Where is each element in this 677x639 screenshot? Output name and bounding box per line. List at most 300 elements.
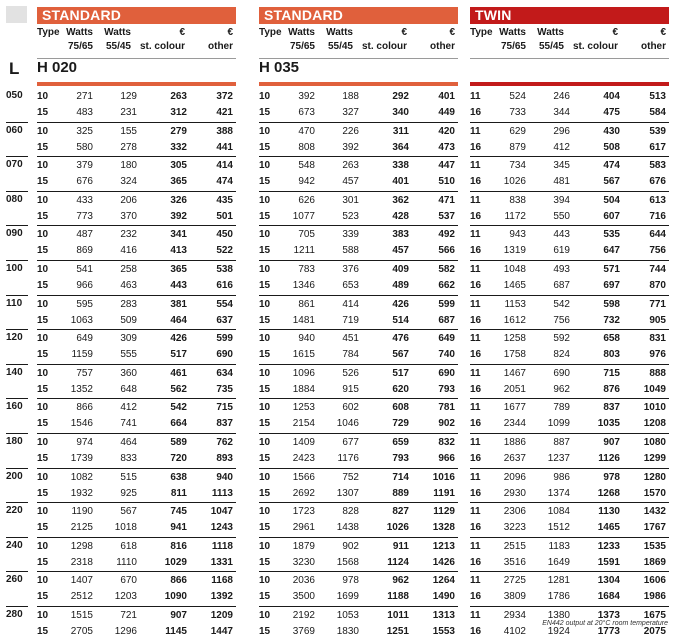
table-cell: 647 <box>603 245 620 257</box>
table-cell: 1130 <box>598 506 620 518</box>
group-divider <box>470 433 669 434</box>
table-cell: 1313 <box>432 610 455 621</box>
table-cell: 401 <box>438 91 455 102</box>
table-cell: 443 <box>170 279 187 291</box>
table-cell: 365 <box>170 176 187 188</box>
group-divider <box>37 398 236 399</box>
table-cell: 10 <box>259 471 271 483</box>
table-cell: 489 <box>392 279 409 291</box>
table-cell: 416 <box>120 245 137 257</box>
table-cell: 1426 <box>432 556 455 568</box>
table-cell: 1213 <box>432 540 455 552</box>
table-cell: 1465 <box>503 279 526 291</box>
table-cell: 463 <box>120 279 137 291</box>
table-cell: 11 <box>470 298 481 310</box>
table-cell: 584 <box>649 106 666 118</box>
group-divider <box>470 398 669 399</box>
table-cell: 571 <box>603 264 620 275</box>
table-cell: 16 <box>470 176 482 188</box>
table-cell: 705 <box>298 229 315 241</box>
row-length-label: 280 <box>6 609 23 620</box>
table-cell: 1677 <box>503 402 526 414</box>
col-watts-75-65-label: Watts <box>66 27 93 38</box>
group-divider <box>259 191 458 192</box>
row-length-label: 090 <box>6 228 23 240</box>
header-rule-3 <box>470 58 669 59</box>
table-cell: 10 <box>37 194 49 206</box>
table-cell: 966 <box>438 452 455 464</box>
table-cell: 1211 <box>293 245 315 257</box>
table-cell: 866 <box>76 402 93 414</box>
table-cell: 305 <box>170 160 187 172</box>
table-cell: 808 <box>298 141 315 153</box>
table-cell: 474 <box>216 176 233 188</box>
table-cell: 16 <box>470 487 482 499</box>
row-label-divider <box>6 225 28 226</box>
table-cell: 2096 <box>503 471 526 483</box>
col-watts-55-45-sublabel: 55/45 <box>105 41 131 52</box>
table-cell: 1932 <box>70 487 93 499</box>
table-cell: 1077 <box>292 210 315 222</box>
column-headers-2 <box>259 26 458 58</box>
table-cell: 263 <box>170 91 187 102</box>
table-cell: 1298 <box>70 540 93 552</box>
table-cell: 1203 <box>114 591 137 603</box>
col-watts-55-45-label: Watts <box>537 27 564 38</box>
table-cell: 1515 <box>70 610 93 621</box>
table-cell: 11 <box>470 160 481 172</box>
table-cell: 16 <box>470 279 482 291</box>
table-cell: 673 <box>298 106 315 118</box>
table-cell: 15 <box>37 522 49 534</box>
table-cell: 16 <box>470 349 482 361</box>
table-cell: 2961 <box>292 522 315 534</box>
table-cell: 832 <box>438 437 455 448</box>
group-divider <box>259 606 458 607</box>
table-cell: 733 <box>509 106 526 118</box>
table-cell: 541 <box>76 264 93 275</box>
table-cell: 602 <box>342 402 359 414</box>
table-cell: 16 <box>470 245 482 257</box>
table-cell: 312 <box>170 106 187 118</box>
table-cell: 483 <box>76 106 93 118</box>
table-cell: 1407 <box>70 575 93 587</box>
table-cell: 907 <box>603 437 620 448</box>
table-cell: 716 <box>649 210 666 222</box>
table-cell: 687 <box>553 279 570 291</box>
table-cell: 1016 <box>432 471 455 483</box>
table-cell: 1886 <box>503 437 526 448</box>
group-divider <box>470 537 669 538</box>
table-cell: 548 <box>298 160 315 172</box>
table-cell: 2036 <box>292 575 315 587</box>
column-headers-3 <box>470 26 669 58</box>
table-cell: 365 <box>170 264 187 275</box>
table-cell: 1606 <box>643 575 666 587</box>
table-cell: 1183 <box>548 540 570 552</box>
col-watts-75-65-sublabel: 75/65 <box>500 41 526 52</box>
table-cell: 583 <box>649 160 666 172</box>
table-cell: 15 <box>259 556 271 568</box>
table-cell: 10 <box>37 471 49 483</box>
table-cell: 10 <box>37 333 49 345</box>
table-cell: 1481 <box>292 314 315 326</box>
table-cell: 1438 <box>336 522 359 534</box>
table-cell: 861 <box>298 298 315 310</box>
table-cell: 664 <box>170 418 187 430</box>
table-cell: 15 <box>37 487 49 499</box>
table-cell: 1113 <box>211 487 233 499</box>
col-type-label: Type <box>37 27 60 38</box>
table-cell: 542 <box>553 298 570 310</box>
table-cell: 905 <box>649 314 666 326</box>
table-cell: 10 <box>37 540 49 552</box>
table-cell: 771 <box>649 298 666 310</box>
table-cell: 756 <box>649 245 666 257</box>
table-cell: 740 <box>438 349 455 361</box>
table-cell: 481 <box>553 176 570 188</box>
table-cell: 10 <box>259 264 271 275</box>
table-cell: 617 <box>649 141 666 153</box>
table-cell: 16 <box>470 418 482 430</box>
table-cell: 508 <box>603 141 620 153</box>
table-cell: 978 <box>603 471 620 483</box>
table-cell: 1153 <box>504 298 526 310</box>
table-cell: 2051 <box>503 383 526 395</box>
group-divider <box>259 295 458 296</box>
table-cell: 15 <box>259 106 271 118</box>
table-cell: 1237 <box>547 452 570 464</box>
table-cell: 974 <box>76 437 93 448</box>
table-cell: 10 <box>259 540 271 552</box>
row-label-divider <box>6 295 28 296</box>
table-cell: 1553 <box>432 625 455 637</box>
table-cell: 550 <box>553 210 570 222</box>
table-cell: 2075 <box>643 625 666 637</box>
table-cell: 1264 <box>432 575 455 587</box>
table-cell: 443 <box>553 229 570 241</box>
table-cell: 278 <box>120 141 137 153</box>
table-cell: 226 <box>342 125 359 137</box>
table-cell: 457 <box>342 176 359 188</box>
table-cell: 409 <box>392 264 409 275</box>
table-cell: 757 <box>76 367 93 379</box>
table-cell: 1090 <box>164 591 187 603</box>
table-cell: 15 <box>37 556 49 568</box>
table-cell: 155 <box>120 125 137 137</box>
group-divider <box>37 191 236 192</box>
table-cell: 1299 <box>643 452 666 464</box>
table-cell: 827 <box>392 506 409 518</box>
group-divider <box>37 122 236 123</box>
table-cell: 1046 <box>336 418 359 430</box>
table-cell: 1168 <box>211 575 233 587</box>
table-cell: 1011 <box>387 610 409 621</box>
table-cell: 15 <box>259 418 271 430</box>
table-cell: 376 <box>342 264 359 275</box>
table-cell: 1773 <box>597 625 620 637</box>
table-cell: 524 <box>509 91 526 102</box>
table-cell: 1096 <box>292 367 315 379</box>
group-divider <box>259 571 458 572</box>
group-divider <box>259 225 458 226</box>
table-cell: 15 <box>37 349 49 361</box>
table-cell: 1209 <box>210 610 233 621</box>
table-cell: 10 <box>259 506 271 518</box>
table-cell: 509 <box>120 314 137 326</box>
table-cell: 1830 <box>336 625 359 637</box>
table-cell: 745 <box>170 506 187 518</box>
table-cell: 11 <box>470 91 481 102</box>
table-cell: 231 <box>120 106 137 118</box>
table-cell: 1566 <box>292 471 315 483</box>
row-label-divider <box>6 433 28 434</box>
group-divider <box>470 122 669 123</box>
table-cell: 1432 <box>643 506 666 518</box>
col-price-other-sublabel: other <box>208 41 233 52</box>
table-cell: 976 <box>649 349 666 361</box>
table-cell: 2512 <box>70 591 93 603</box>
table-cell: 837 <box>216 418 233 430</box>
table-cell: 1767 <box>643 522 666 534</box>
table-cell: 720 <box>170 452 187 464</box>
table-cell: 902 <box>438 418 455 430</box>
table-cell: 943 <box>509 229 526 241</box>
col-watts-55-45-label: Watts <box>104 27 131 38</box>
group-divider <box>37 295 236 296</box>
group-divider <box>37 571 236 572</box>
row-label-divider <box>6 606 28 607</box>
table-cell: 10 <box>37 437 49 448</box>
table-cell: 1346 <box>292 279 315 291</box>
table-cell: 492 <box>438 229 455 241</box>
table-cell: 339 <box>342 229 359 241</box>
table-cell: 514 <box>392 314 409 326</box>
table-cell: 11 <box>470 540 481 552</box>
table-cell: 915 <box>342 383 359 395</box>
table-cell: 381 <box>170 298 187 310</box>
table-cell: 345 <box>553 160 570 172</box>
col-price-other-label: € <box>660 27 666 38</box>
table-cell: 3809 <box>503 591 526 603</box>
table-cell: 1307 <box>336 487 359 499</box>
group-divider <box>470 260 669 261</box>
table-cell: 10 <box>259 437 271 448</box>
table-cell: 1467 <box>503 367 526 379</box>
col-price-standard-sublabel: st. colour <box>572 41 618 52</box>
group-divider <box>259 468 458 469</box>
table-cell: 595 <box>76 298 93 310</box>
table-cell: 925 <box>120 487 137 499</box>
table-cell: 555 <box>120 349 137 361</box>
table-cell: 1924 <box>547 625 570 637</box>
group-divider <box>37 433 236 434</box>
table-cell: 11 <box>470 610 481 621</box>
table-cell: 542 <box>170 402 187 414</box>
table-cell: 487 <box>76 229 93 241</box>
row-label-divider <box>6 122 28 123</box>
table-cell: 11 <box>470 471 481 483</box>
table-cell: 2423 <box>292 452 315 464</box>
table-cell: 412 <box>120 402 137 414</box>
table-cell: 567 <box>392 349 409 361</box>
table-cell: 1159 <box>71 349 93 361</box>
table-cell: 1053 <box>336 610 359 621</box>
table-cell: 16 <box>470 522 482 534</box>
corner-swatch <box>6 6 27 23</box>
group-divider <box>259 433 458 434</box>
table-cell: 1546 <box>70 418 93 430</box>
table-cell: 501 <box>216 210 233 222</box>
table-cell: 1018 <box>114 522 137 534</box>
group-divider <box>37 606 236 607</box>
table-cell: 11 <box>470 367 481 379</box>
table-cell: 752 <box>342 471 359 483</box>
table-cell: 2725 <box>503 575 526 587</box>
group-divider <box>470 225 669 226</box>
table-cell: 15 <box>37 625 49 637</box>
table-cell: 2344 <box>503 418 526 430</box>
table-cell: 16 <box>470 210 482 222</box>
table-cell: 412 <box>553 141 570 153</box>
table-cell: 10 <box>259 575 271 587</box>
table-cell: 537 <box>438 210 455 222</box>
table-cell: 1328 <box>432 522 455 534</box>
table-cell: 676 <box>649 176 666 188</box>
table-cell: 129 <box>120 91 137 102</box>
table-cell: 649 <box>76 333 93 345</box>
table-cell: 15 <box>37 314 49 326</box>
table-cell: 10 <box>37 367 49 379</box>
table-cell: 670 <box>120 575 137 587</box>
table-cell: 475 <box>603 106 620 118</box>
model-label-2: H 035 <box>259 59 300 76</box>
table-cell: 1026 <box>503 176 526 188</box>
table-cell: 608 <box>392 402 409 414</box>
table-cell: 341 <box>170 229 187 241</box>
table-cell: 11 <box>470 506 481 518</box>
table-cell: 344 <box>553 106 570 118</box>
table-cell: 715 <box>603 367 620 379</box>
table-cell: 1879 <box>292 540 315 552</box>
table-cell: 653 <box>342 279 359 291</box>
table-cell: 1570 <box>643 487 666 499</box>
table-cell: 783 <box>298 264 315 275</box>
table-cell: 15 <box>37 452 49 464</box>
group-divider <box>37 156 236 157</box>
table-cell: 15 <box>259 314 271 326</box>
table-cell: 876 <box>603 383 620 395</box>
table-cell: 838 <box>509 194 526 206</box>
table-cell: 476 <box>392 333 409 345</box>
col-watts-75-65-label: Watts <box>288 27 315 38</box>
table-cell: 15 <box>259 625 271 637</box>
table-cell: 474 <box>603 160 620 172</box>
table-cell: 10 <box>259 402 271 414</box>
table-cell: 1124 <box>387 556 409 568</box>
table-cell: 2154 <box>292 418 315 430</box>
table-cell: 464 <box>170 314 187 326</box>
row-length-label: 140 <box>6 366 23 378</box>
table-cell: 837 <box>603 402 620 414</box>
table-cell: 326 <box>170 194 187 206</box>
table-cell: 734 <box>509 160 526 172</box>
table-cell: 659 <box>392 437 409 448</box>
table-cell: 1190 <box>71 506 93 518</box>
table-cell: 599 <box>438 298 455 310</box>
table-cell: 902 <box>342 540 359 552</box>
table-cell: 3516 <box>503 556 526 568</box>
table-cell: 523 <box>342 210 359 222</box>
table-cell: 907 <box>170 610 187 621</box>
table-cell: 392 <box>170 210 187 222</box>
table-cell: 1176 <box>337 452 359 464</box>
table-cell: 1268 <box>597 487 620 499</box>
table-cell: 414 <box>342 298 359 310</box>
table-cell: 649 <box>438 333 455 345</box>
table-cell: 2306 <box>503 506 526 518</box>
col-watts-55-45-sublabel: 55/45 <box>538 41 564 52</box>
group-divider <box>259 329 458 330</box>
table-cell: 16 <box>470 141 482 153</box>
group-divider <box>470 571 669 572</box>
table-cell: 4102 <box>503 625 526 637</box>
table-cell: 340 <box>392 106 409 118</box>
group-divider <box>470 156 669 157</box>
table-cell: 690 <box>553 367 570 379</box>
table-cell: 10 <box>37 264 49 275</box>
row-length-label: 180 <box>6 436 23 447</box>
column-headers-1 <box>37 26 236 58</box>
table-cell: 582 <box>438 264 455 275</box>
table-cell: 2930 <box>503 487 526 499</box>
table-cell: 618 <box>120 540 137 552</box>
table-cell: 206 <box>120 194 137 206</box>
section-header-2: STANDARD <box>259 7 458 24</box>
table-cell: 11 <box>470 333 481 345</box>
table-cell: 517 <box>170 349 187 361</box>
table-cell: 824 <box>553 349 570 361</box>
table-cell: 279 <box>170 125 187 137</box>
row-length-label: 240 <box>6 539 23 551</box>
table-cell: 1615 <box>292 349 315 361</box>
table-cell: 15 <box>259 349 271 361</box>
table-cell: 11 <box>470 125 481 137</box>
table-cell: 449 <box>438 106 455 118</box>
table-cell: 504 <box>603 194 620 206</box>
table-cell: 1374 <box>547 487 570 499</box>
table-cell: 526 <box>342 367 359 379</box>
section-header-1: STANDARD <box>37 7 236 24</box>
table-cell: 676 <box>76 176 93 188</box>
table-cell: 619 <box>553 245 570 257</box>
group-divider <box>259 398 458 399</box>
table-cell: 360 <box>120 367 137 379</box>
table-cell: 735 <box>216 383 233 395</box>
table-cell: 392 <box>298 91 315 102</box>
table-cell: 773 <box>76 210 93 222</box>
group-divider <box>37 468 236 469</box>
row-length-label: 220 <box>6 505 23 517</box>
table-cell: 1319 <box>503 245 526 257</box>
table-cell: 1110 <box>116 556 137 568</box>
group-divider <box>37 225 236 226</box>
table-cell: 180 <box>120 160 137 172</box>
table-cell: 538 <box>216 264 233 275</box>
table-cell: 662 <box>438 279 455 291</box>
section-bar-2 <box>259 82 458 86</box>
group-divider <box>37 364 236 365</box>
